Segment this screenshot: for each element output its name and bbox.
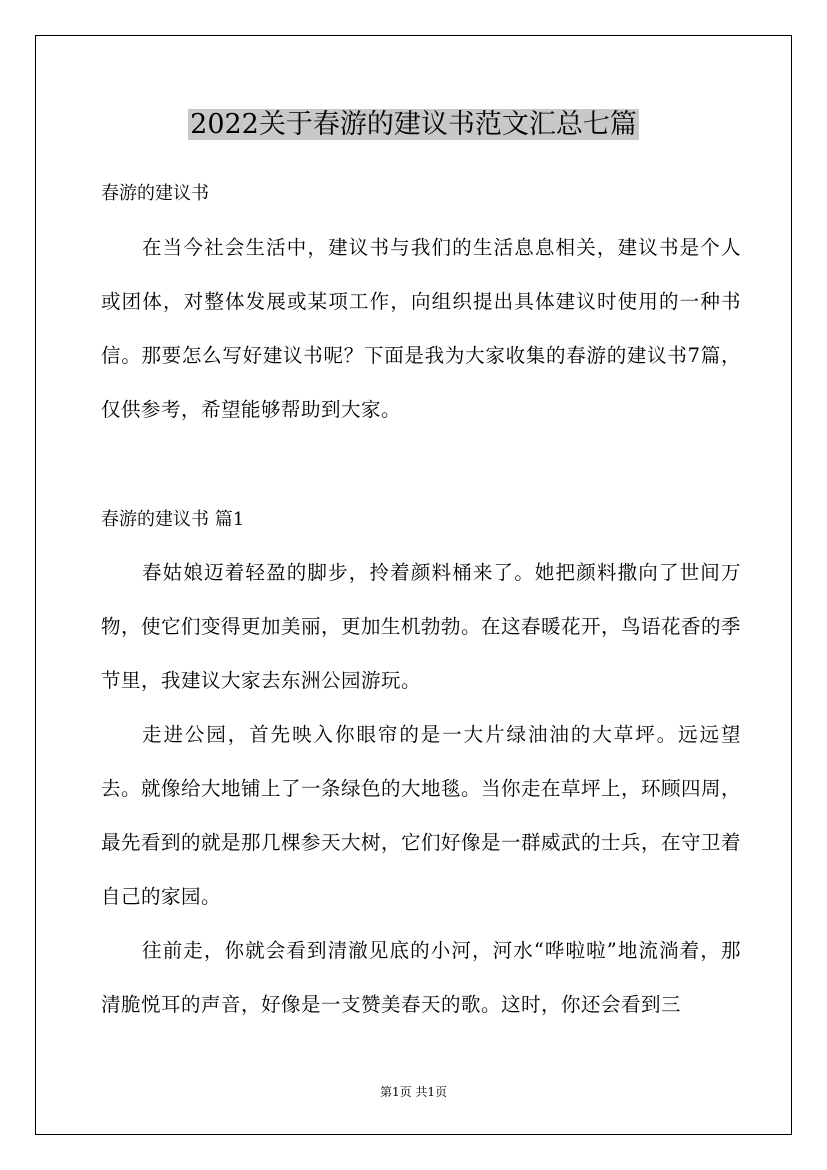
document-title	[0, 103, 827, 145]
document-title-text: 2022关于春游的建议书范文汇总七篇	[190, 109, 637, 140]
page-footer: 第1页 共1页	[379, 1085, 448, 1099]
section-heading-chapter-1: 春游的建议书 篇1	[101, 509, 245, 530]
chapter-1-paragraph-3: 往前走，你就会看到清澈见底的小河，河水“哗啦啦”地流淌着，那清脆悦耳的声音，好像是一支赞美春天的歌。这时，你还会看到三	[101, 939, 741, 1016]
intro-paragraph: 在当今社会生活中，建议书与我们的生活息息相关，建议书是个人或团体，对整体发展或某项工作，向组织提出具体建议时使用的一种书信。那要怎么写好建议书呢？下面是我为大家收集的春游的建议书7篇，仅供参考，希望能够帮助到大家。	[101, 236, 741, 421]
section-heading-intro: 春游的建议书	[101, 183, 209, 204]
chapter-1-paragraph-1: 春姑娘迈着轻盈的脚步，拎着颜料桶来了。她把颜料撒向了世间万物，使它们变得更加美丽，更加生机勃勃。在这春暖花开，鸟语花香的季节里，我建议大家去东洲公园游玩。	[101, 561, 742, 692]
chapter-1-paragraph-2: 走进公园，首先映入你眼帘的是一大片绿油油的大草坪。远远望去。就像给大地铺上了一条绿色的大地毯。当你走在草坪上，环顾四周，最先看到的就是那几棵参天大树，它们好像是一群威武的士兵，在守卫着自己的家园。	[101, 723, 742, 908]
